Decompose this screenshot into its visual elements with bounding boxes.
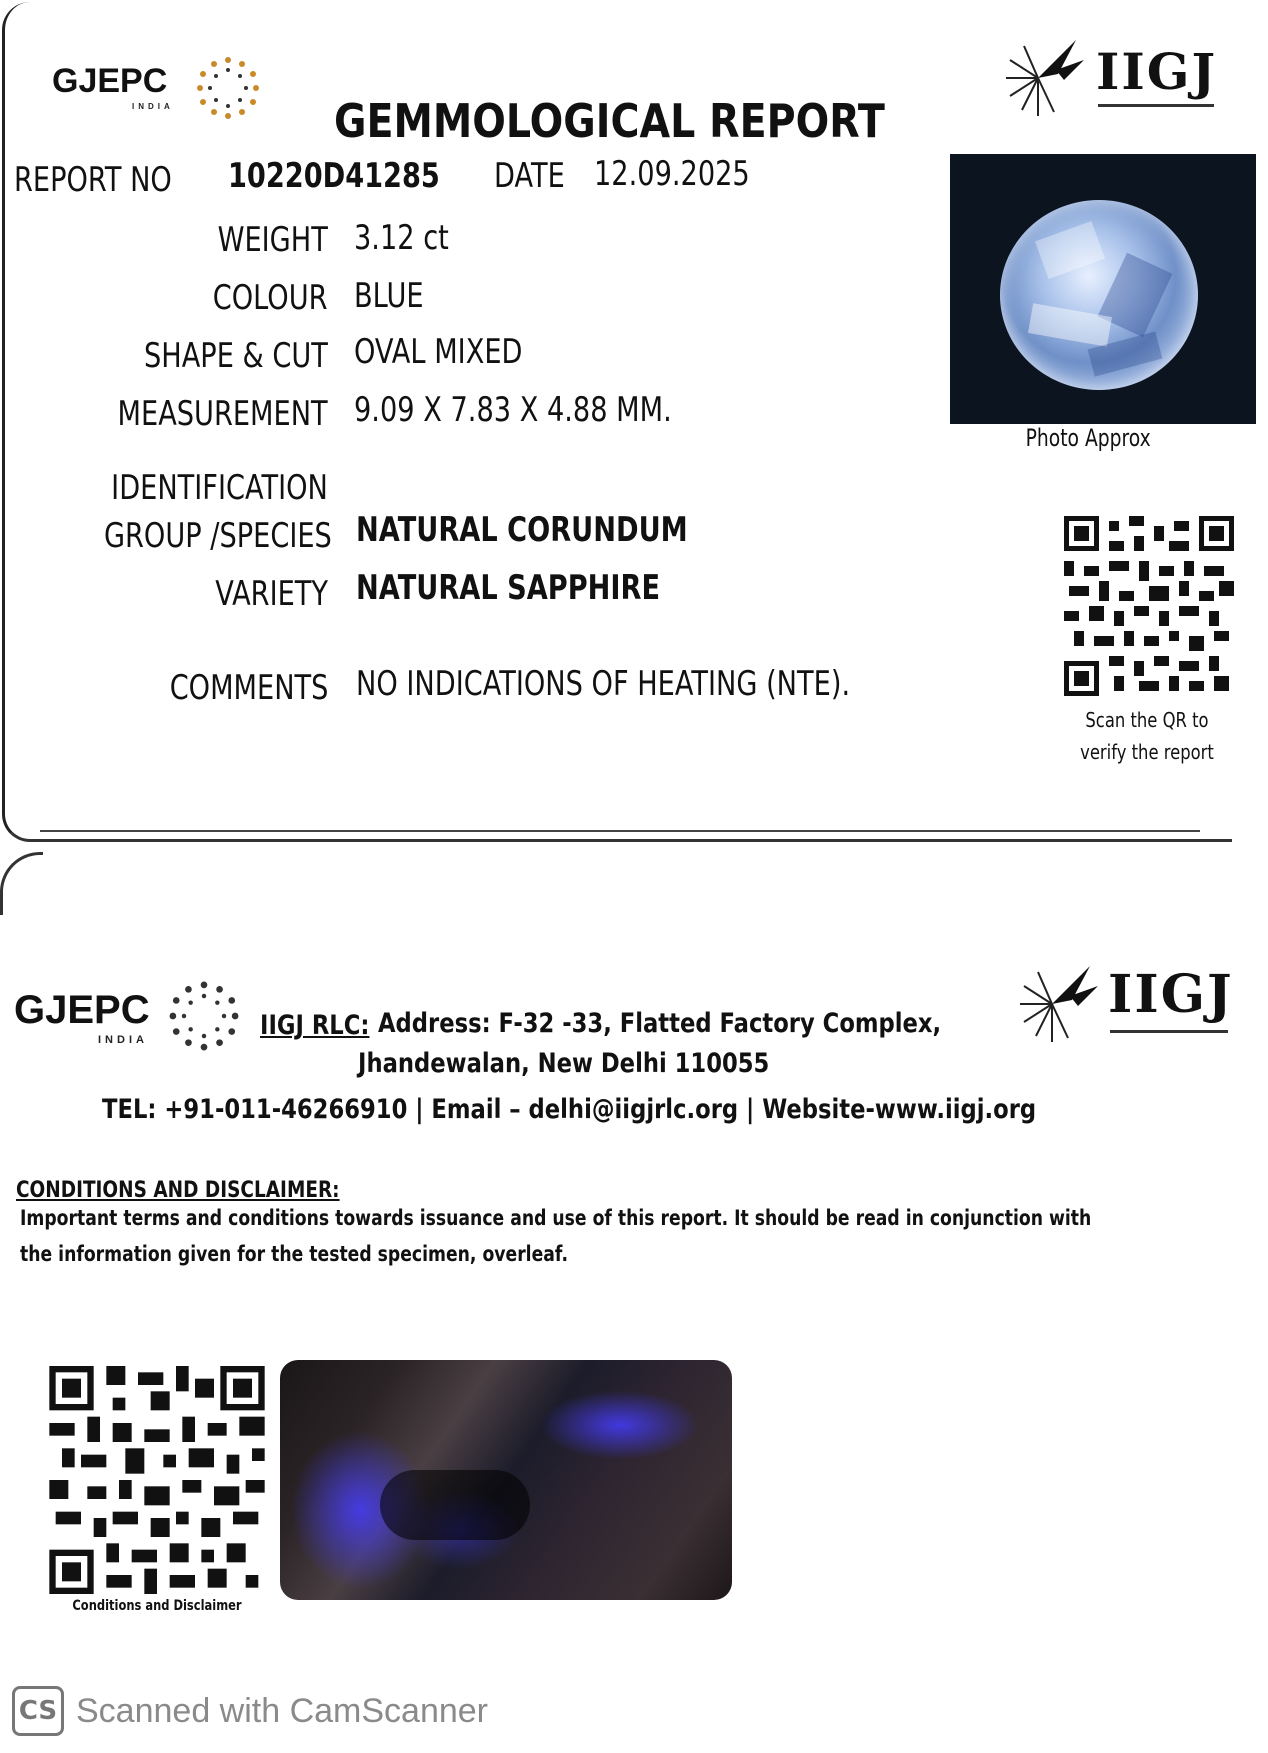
colour-value: BLUE: [354, 276, 424, 316]
conditions-qr-code[interactable]: [48, 1366, 266, 1594]
gjepc-logo-back-text: GJEPC: [14, 988, 150, 1032]
gjepc-logo-back: [14, 988, 150, 1046]
iigj-logo-text: IIGJ: [1096, 42, 1218, 101]
gjepc-sunburst-icon: [192, 52, 264, 124]
qr-caption-line2: verify the report: [1080, 740, 1214, 764]
colour-label: COLOUR: [213, 278, 328, 318]
report-no-value: 10220D41285: [228, 156, 440, 196]
gjepc-logo: [52, 62, 174, 111]
conditions-qr-caption: Conditions and Disclaimer: [72, 1598, 242, 1614]
measurement-label: MEASUREMENT: [117, 394, 328, 434]
iigj-back-underline: [1110, 1030, 1228, 1033]
security-hologram: [280, 1360, 732, 1600]
identification-label: IDENTIFICATION: [111, 468, 328, 508]
photo-caption: Photo Approx: [1025, 424, 1151, 452]
comments-label: COMMENTS: [169, 668, 328, 708]
card-back-edge: [0, 852, 43, 915]
conditions-line2: the information given for the tested specimen, overleaf.: [20, 1242, 568, 1266]
iigj-underline: [1098, 104, 1214, 107]
address-line1: Address: F-32 -33, Flatted Factory Complex,: [378, 1008, 942, 1039]
variety-label: VARIETY: [215, 574, 328, 614]
measurement-value: 9.09 X 7.83 X 4.88 MM.: [354, 390, 672, 430]
shape-cut-label: SHAPE & CUT: [144, 336, 328, 376]
gjepc-logo-back-sub: INDIA: [98, 1034, 148, 1046]
contact-line: TEL: +91-011-46266910 | Email – delhi@iigjrlc.org | Website-www.iigj.org: [102, 1094, 1037, 1125]
gjepc-logo-sub: INDIA: [132, 102, 174, 111]
iigj-starburst-icon: [998, 30, 1088, 120]
sapphire-image: [1000, 200, 1198, 390]
shape-cut-value: OVAL MIXED: [354, 332, 523, 372]
address-line2: Jhandewalan, New Delhi 110055: [358, 1048, 770, 1079]
conditions-title: CONDITIONS AND DISCLAIMER:: [16, 1178, 340, 1203]
conditions-line1: Important terms and conditions towards issuance and use of this report. It should be read in conjunction with: [20, 1206, 1092, 1230]
weight-label: WEIGHT: [217, 220, 328, 260]
iigj-back-starburst-icon: [1012, 956, 1102, 1046]
species-value: NATURAL CORUNDUM: [356, 510, 688, 550]
species-label: GROUP /SPECIES: [104, 516, 332, 556]
verify-qr-code[interactable]: [1064, 516, 1234, 696]
gjepc-logo-text: GJEPC: [52, 62, 168, 100]
address-label: IIGJ RLC:: [260, 1010, 370, 1041]
camscanner-badge: CS: [12, 1686, 64, 1736]
weight-value: 3.12 ct: [354, 218, 449, 258]
gjepc-back-sunburst-icon: [164, 976, 244, 1056]
date-label: DATE: [494, 156, 565, 196]
camscanner-text: Scanned with CamScanner: [76, 1692, 489, 1730]
comments-value: NO INDICATIONS OF HEATING (NTE).: [356, 664, 851, 704]
qr-caption-line1: Scan the QR to: [1085, 708, 1209, 732]
report-title: GEMMOLOGICAL REPORT: [334, 94, 885, 148]
date-value: 12.09.2025: [594, 154, 750, 194]
gem-photo: [950, 154, 1256, 424]
card-edge: [40, 830, 1200, 832]
report-no-label: REPORT NO: [14, 160, 172, 200]
variety-value: NATURAL SAPPHIRE: [356, 568, 661, 608]
iigj-back-logo-text: IIGJ: [1108, 964, 1234, 1025]
